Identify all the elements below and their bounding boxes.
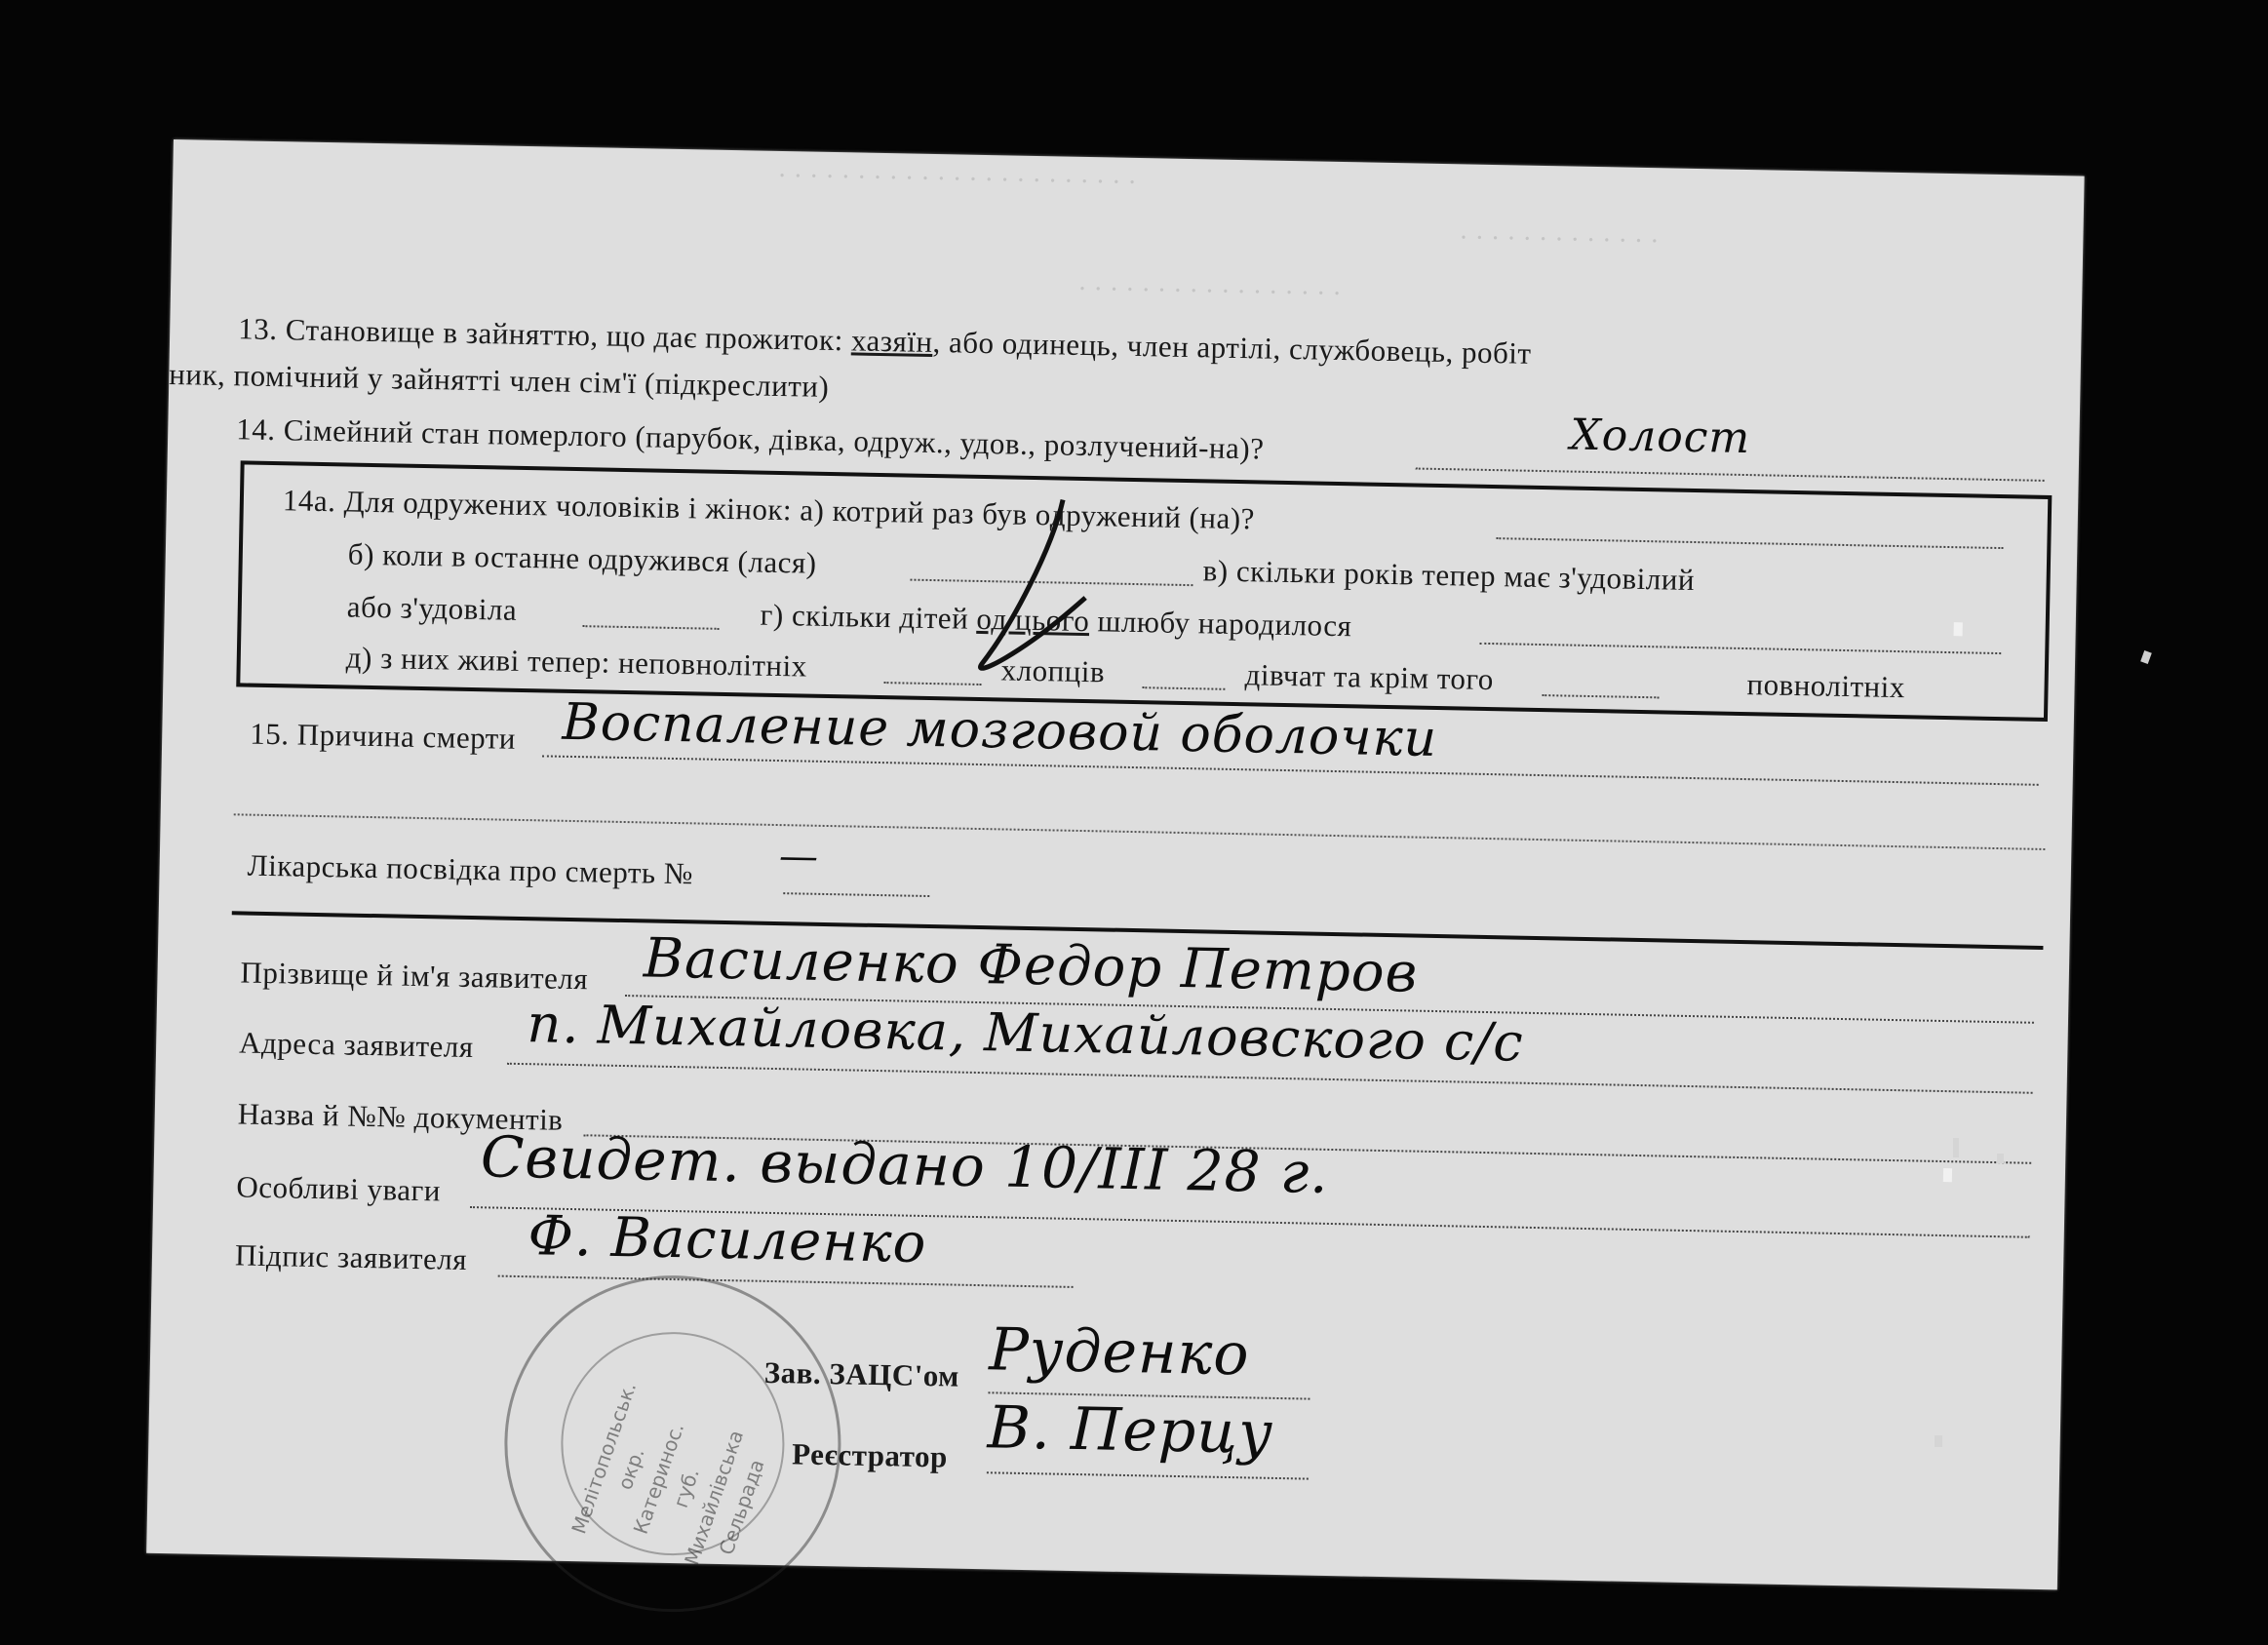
- item-14a-underlined: од цього: [976, 601, 1090, 639]
- stamp-text: Мелітопольськ. окр. Катеринос. губ. Михайлівська Сельрада: [567, 1379, 769, 1569]
- item-15-label: 15. Причина смерти: [249, 716, 517, 756]
- item-14a-text: г) скільки дітей: [760, 597, 969, 636]
- head-label: Зав. ЗАЦС'ом: [763, 1354, 960, 1393]
- item-14a-row-2a: б) коли в останне одружився (лася): [347, 536, 817, 580]
- item-13-underlined: хазяїн: [850, 323, 933, 359]
- edge-speck: [1935, 1435, 1942, 1447]
- item-14a-field: [1542, 694, 1659, 698]
- applicant-address-label: Адреса заявителя: [238, 1025, 474, 1065]
- notes-value: Свидет. выдано 10/III 28 г.: [480, 1123, 1330, 1206]
- signature-value: Ф. Василенко: [527, 1204, 927, 1276]
- item-14a-row-4c: дівчат та крім того: [1244, 657, 1495, 697]
- record-card: [146, 139, 2084, 1589]
- notes-label: Особливі уваги: [236, 1169, 442, 1208]
- signature-label: Підпис заявителя: [234, 1237, 468, 1276]
- item-14a-row-2b: в) скільки років тепер має з'удовілий: [1202, 553, 1696, 598]
- certificate-label: Лікарська посвідка про смерть №: [247, 847, 694, 891]
- edge-speck: [2140, 650, 2152, 664]
- item-13-line-2: [169, 357, 830, 405]
- item-14a-row-4d: повнолітніх: [1746, 667, 1906, 705]
- item-13-text: 13. Становище в зайняттю, що дає прожиток:: [237, 311, 852, 358]
- item-14-label: 14. Сімейний стан померлого (парубок, дівка, одруж., удов., розлучений-на)?: [235, 411, 1265, 466]
- bleed-through: · · · · · · · · · · · · · · · · · · · · · · ·: [777, 160, 1138, 198]
- item-14a-row-4b: хлопців: [1000, 652, 1106, 689]
- item-14a-row-4a: д) з них живі тепер: неповнолітніх: [345, 640, 807, 684]
- certificate-field: [783, 892, 929, 897]
- item-14-field: [1416, 468, 2045, 482]
- item-14a-field: [582, 625, 719, 630]
- item-15-second-line: [234, 813, 2046, 850]
- item-14a-row-3a: або з'удовіла: [346, 589, 518, 627]
- applicant-name-label: Прізвище й ім'я заявителя: [240, 955, 589, 997]
- applicant-address-value: п. Михайловка, Михайловского с/с: [527, 993, 1525, 1074]
- item-14a-text: шлюбу народилося: [1097, 604, 1352, 644]
- item-14a-field: [1479, 643, 2001, 654]
- item-14a-field: [1496, 537, 2003, 549]
- certificate-value: —: [778, 834, 820, 880]
- signature-field: [498, 1275, 1074, 1288]
- head-signature: Руденко: [988, 1315, 1251, 1390]
- edge-speck: [1997, 1154, 2004, 1163]
- bleed-through: · · · · · · · · · · · · · · · · ·: [1076, 273, 1342, 310]
- registrar-label: Реєстратор: [791, 1436, 949, 1474]
- item-13-text: , або одинець, член артілі, службовець, робіт: [932, 324, 1532, 371]
- item-15-value: Воспаление мозговой оболочки: [562, 692, 1438, 768]
- dash-mark: [913, 478, 1170, 707]
- item-14a-row-1: 14а. Для одружених чоловіків і жінок: а) котрий раз був одружений (на)?: [282, 483, 1256, 536]
- edge-speck: [1953, 1138, 1959, 1157]
- item-14-value: Холост: [1569, 410, 1751, 464]
- item-14a-box: [236, 460, 2052, 722]
- documents-label: Назва й №№ документів: [237, 1096, 564, 1137]
- item-13-text: ник, помічний у зайнятті член сім'ї (підкреслити): [169, 356, 830, 404]
- applicant-name-value: Василенко Федор Петров: [643, 926, 1419, 1005]
- bleed-through: · · · · · · · · · · · · ·: [1459, 222, 1660, 257]
- registrar-signature: В. Перцу: [987, 1393, 1274, 1468]
- binding-mark: [1943, 1168, 1952, 1182]
- binding-mark: [1954, 622, 1963, 636]
- registrar-field: [987, 1471, 1309, 1479]
